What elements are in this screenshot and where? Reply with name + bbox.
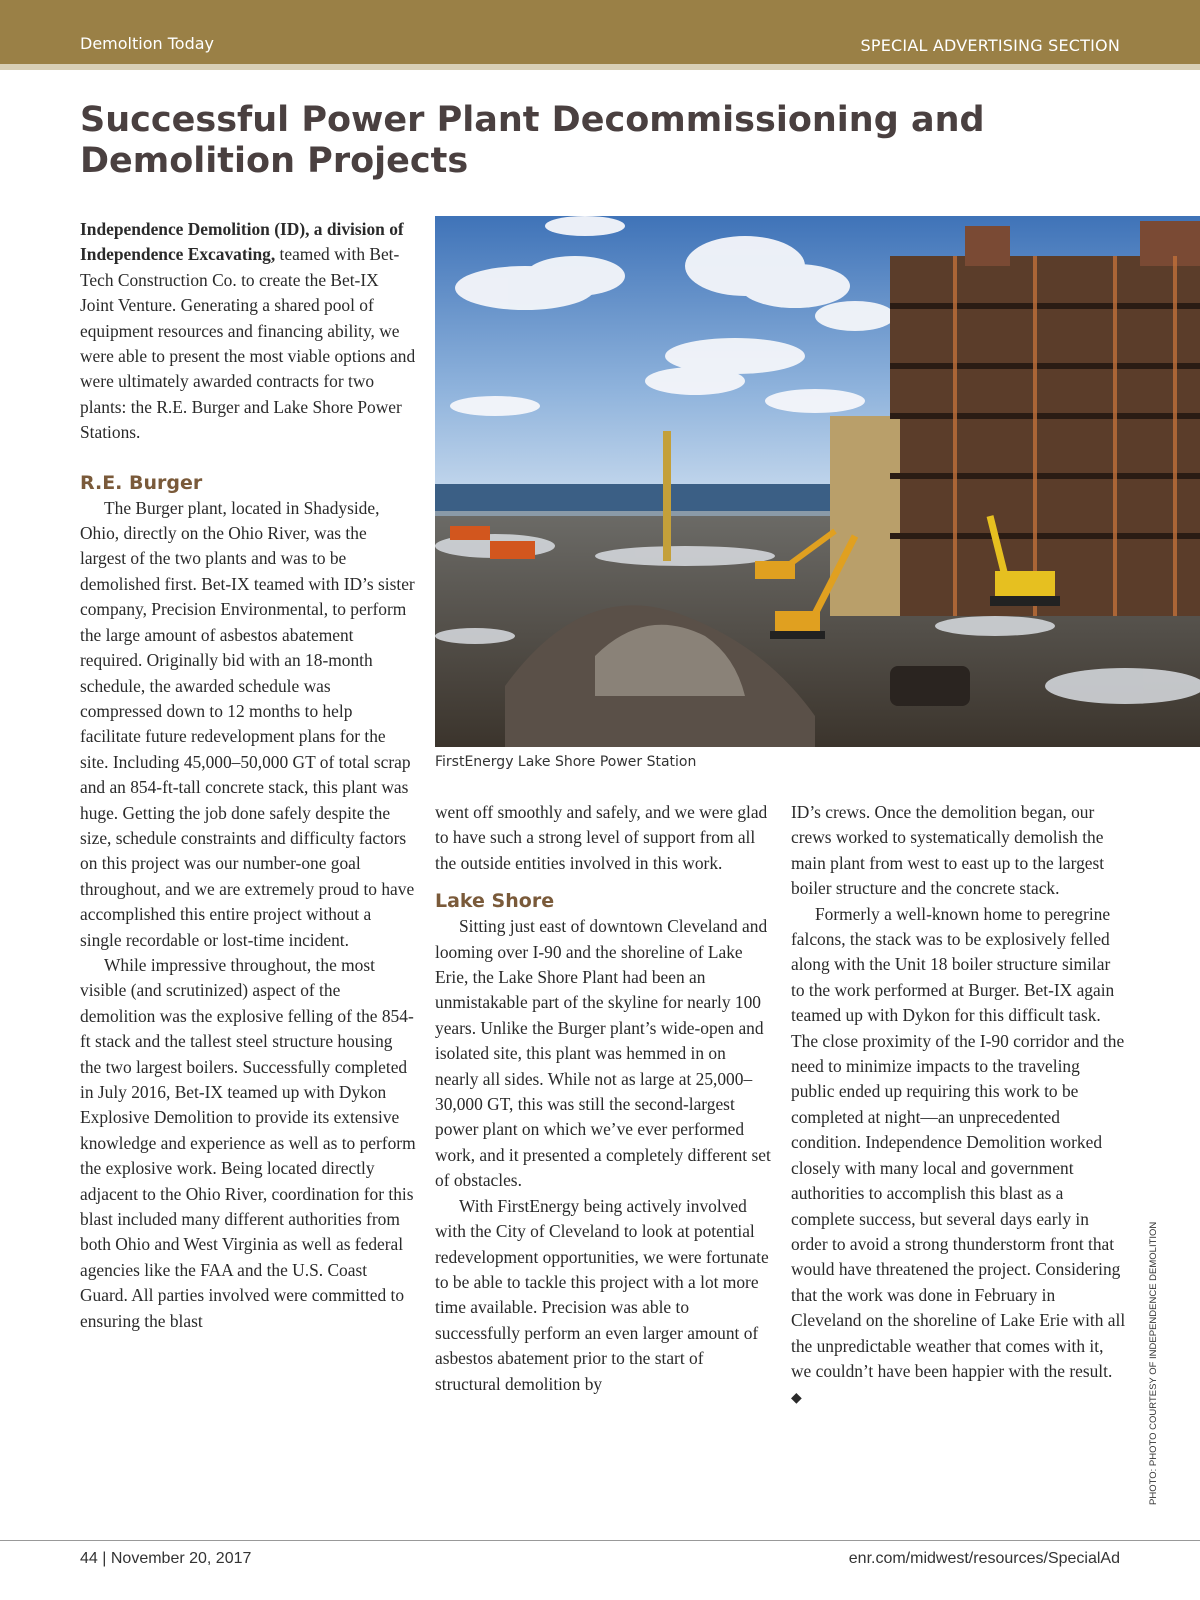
intro-rest: teamed with Bet-Tech Construction Co. to create the Bet-IX Joint Venture. Generating a shared pool of equipment resources and financing ability, we were able to present the most viable options and were ultimately awarded contracts for two plants: the R.E. Burger and Lake Shore Power Stations. [80, 244, 416, 443]
closing-text: Formerly a well-known home to peregrine falcons, the stack was to be explosively felled along with the Unit 18 boiler structure similar to the work performed at Burger. Bet-IX again teamed up with Dykon for this difficult task. The close proximity of the I-90 corridor and the need to minimize impacts to the traveling public ended up requiring this work to be completed at night—an unprecedented condition. Independence Demolition worked closely with many local and government authorities to accomplish this blast as a complete success, but several days early in order to avoid a strong thunderstorm front that would have threatened the project. Considering that the work was done in February in Cleveland on the shoreline of Lake Erie with all the unpredictable weather that comes with it, we couldn’t have been happier with the result. [791, 903, 1126, 1381]
body-paragraph: The Burger plant, located in Shadyside, Ohio, directly on the Ohio River, was the largest of the two plants and was to be demolished first. Bet-IX teamed with ID’s sister company, Precision Environmental, to perform the large amount of asbestos abatement required. Originally bid with an 18-month schedule, the awarded schedule was compressed down to 12 months to help facilitate future redevelopment plans for the site. Including 45,000–50,000 GT of total scrap and an 854-ft-tall concrete stack, this plant was huge. Getting the job done safely despite the size, schedule constraints and difficulty factors on this project was our number-one goal throughout, and we are extremely proud to have accomplished this entire project without a single recordable or lost-time incident. [80, 497, 415, 950]
article-column-2 [435, 800, 771, 1397]
intro-paragraph [80, 217, 416, 446]
photo-credit: PHOTO: PHOTO COURTESY OF INDEPENDENCE DEMOLITION [1148, 1221, 1159, 1505]
body-paragraph: While impressive throughout, the most visible (and scrutinized) aspect of the demolition was the explosive felling of the 854-ft stack and the tallest steel structure housing the two largest boilers. Successfully completed in July 2016, Bet-IX teamed up with Dykon Explosive Demolition to provide its extensive knowledge and experience as well as to perform the explosive work. Being located directly adjacent to the Ohio River, coordination for this blast included many different authorities from both Ohio and West Virginia as well as federal agencies like the FAA and the U.S. Coast Guard. All parties involved were committed to ensuring the blast [80, 954, 416, 1331]
header-underline [0, 64, 1200, 70]
body-paragraph: went off smoothly and safely, and we were glad to have such a strong level of support from all the outside entities involved in this work. [435, 802, 768, 873]
title-line-2: Demolition Projects [80, 141, 469, 181]
title-line-1: Successful Power Plant Decommissioning and [80, 100, 985, 140]
issue-date: November 20, 2017 [110, 1550, 252, 1567]
body-paragraph: Sitting just east of downtown Cleveland and looming over I-90 and the shoreline of Lake Erie, the Lake Shore Plant had been an unmistakable part of the skyline for nearly 100 years. Unlike the Burger plant’s wide-open and isolated site, this plant was hemmed in on nearly all sides. While not as large at 25,000–30,000 GT, this was still the second-largest power plant on which we’ve ever performed work, and it presented a completely different set of obstacles. [435, 916, 771, 1191]
article-column-1 [80, 217, 416, 1334]
page-number: 44 [80, 1550, 98, 1567]
page-title [80, 100, 1080, 182]
body-paragraph: ID’s crews. Once the demolition began, our crews worked to systematically demolish the main plant from west to east up to the largest boiler structure and the concrete stack. [791, 802, 1105, 899]
body-paragraph: With FirstEnergy being actively involved with the City of Cleveland to look at potential redevelopment opportunities, we were fortunate to be able to tackle this project with a lot more time available. Precision was able to successfully perform an even larger amount of asbestos abatement prior to the start of structural demolition by [435, 1195, 769, 1394]
intro-bold: Independence Demolition (ID), a division of Independence Excavating, [80, 219, 404, 265]
body-paragraph [791, 902, 1127, 1412]
footer-separator: | [102, 1550, 107, 1567]
article-column-3 [791, 800, 1127, 1412]
advertising-label: SPECIAL ADVERTISING SECTION [860, 36, 1120, 55]
footer-url: enr.com/midwest/resources/SpecialAd [848, 1550, 1120, 1567]
section-heading-lake-shore: Lake Shore [435, 890, 555, 913]
lake-shore-photo [435, 216, 1200, 747]
demolition-site-illustration [435, 216, 1200, 747]
section-heading-re-burger: R.E. Burger [80, 471, 203, 494]
footer-rule [0, 1540, 1200, 1541]
photo-caption: FirstEnergy Lake Shore Power Station [435, 754, 697, 770]
footer-page-info [80, 1550, 251, 1568]
section-label: Demoltion Today [80, 34, 214, 53]
end-mark-icon: ◆ [791, 1390, 802, 1407]
